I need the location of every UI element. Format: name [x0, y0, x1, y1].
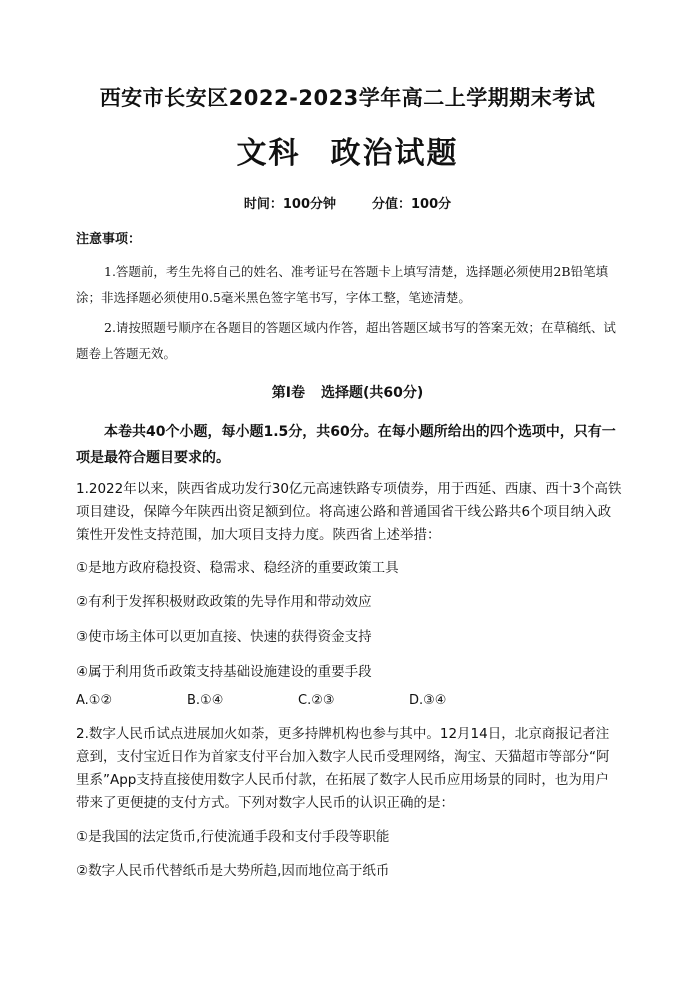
section-title [0, 382, 695, 402]
notice-item-2: 2.请按照题号顺序在各题目的答题区域内作答，超出答题区域书写的答案无效；在草稿纸、试题卷上答题无效。 [76, 320, 616, 361]
subject-label: 文科 [236, 136, 301, 171]
question-1-option-2: ②有利于发挥积极财政政策的先导作用和带动效应 [76, 594, 372, 610]
choice-c: C.②③ [298, 693, 335, 708]
question-1-choices [76, 693, 520, 708]
question-2-option-1: ①是我国的法定货币,行使流通手段和支付手段等职能 [76, 829, 390, 845]
time-label: 时间：100分钟 [243, 197, 336, 212]
section-intro: 本卷共40个小题，每小题1.5分，共60分。在每小题所给出的四个选项中，只有一项是最符合题目要求的。 [76, 424, 616, 466]
score-label: 分值：100分 [372, 197, 452, 212]
question-1-option-3: ③使市场主体可以更加直接、快速的获得资金支持 [76, 629, 372, 645]
notice-heading: 注意事项： [76, 232, 142, 247]
section-name: 选择题(共60分) [320, 385, 424, 401]
paper-label: 政治试题 [330, 136, 459, 171]
section-part: 第Ⅰ卷 [271, 385, 305, 401]
question-2-stem: 2.数字人民币试点进展加火如荼，更多持牌机构也参与其中。12月14日，北京商报记者注意到，支付宝近日作为首家支付平台加入数字人民币受理网络，淘宝、天猫超市等部分“阿里系”App支持直接使用数字人民币付款，在拓展了数字人民币应用场景的同时，也为用户带来了更便捷的支付方式。下列对数字人民币的认识正确的是： [76, 726, 610, 811]
notice-item-1: 1.答题前，考生先将自己的姓名、准考证号在答题卡上填写清楚，选择题必须使用2B铅笔填涂；非选择题必须使用0.5毫米黑色签字笔书写，字体工整，笔迹清楚。 [76, 264, 609, 305]
choice-a: A.①② [76, 693, 113, 708]
exam-title: 西安市长安区2022-2023学年高二上学期期末考试 [99, 86, 596, 110]
question-1-option-4: ④属于利用货币政策支持基础设施建设的重要手段 [76, 664, 372, 680]
time-score-line [0, 193, 695, 212]
choice-b: B.①④ [187, 693, 224, 708]
question-1-option-1: ①是地方政府稳投资、稳需求、稳经济的重要政策工具 [76, 560, 399, 576]
question-2-option-2: ②数字人民币代替纸币是大势所趋,因而地位高于纸币 [76, 863, 390, 879]
question-1-stem: 1.2022年以来，陕西省成功发行30亿元高速铁路专项债券，用于西延、西康、西十3个高铁项目建设，保障今年陕西出资足额到位。将高速公路和普通国省干线公路共6个项目纳入政策性开发性支持范围，加大项目支持力度。陕西省上述举措： [76, 481, 622, 543]
choice-d: D.③④ [409, 693, 447, 708]
exam-subtitle [0, 128, 695, 172]
